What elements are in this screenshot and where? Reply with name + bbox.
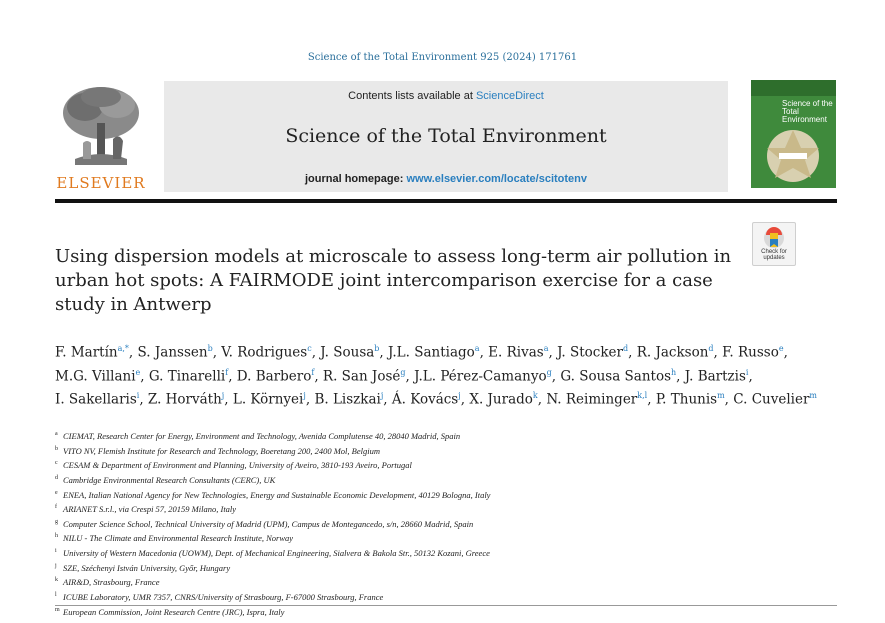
author-affiliation-mark[interactable]: k [532,391,538,400]
author-name[interactable]: N. Reiminger [546,391,638,408]
author-name[interactable]: Z. Horváth [147,391,222,408]
cover-title-line2: Total Environment [782,107,827,124]
author-name[interactable]: C. Cuvelier [733,391,810,408]
author-name[interactable]: G. Tinarelli [148,368,226,384]
affiliation-text: European Commission, Joint Research Centre (JRC), Ispra, Italy [63,606,285,617]
crossmark-line1: Check for [761,249,787,255]
sciencedirect-link[interactable]: ScienceDirect [475,90,544,102]
author-affiliation-mark[interactable]: c [307,344,312,353]
author-name[interactable]: F. Russo [722,344,779,361]
author-name[interactable]: J. Bartzis [684,368,746,384]
author-name[interactable]: D. Barbero [236,368,312,384]
author-affiliation-mark[interactable]: b [207,344,213,353]
affiliation-item [55,516,845,531]
author-affiliation-mark[interactable]: i [136,391,140,400]
journal-cover-image[interactable] [751,80,836,188]
header-divider [55,199,837,203]
author-affiliation-mark[interactable]: m [717,391,725,400]
author-name[interactable]: R. San José [322,368,401,384]
affiliation-item [55,428,845,443]
affiliation-text: VITO NV, Flemish Institute for Research and Technology, Boeretang 200, 2400 Mol, Belgium [63,445,380,456]
affiliation-item [55,487,845,502]
check-for-updates-button[interactable] [752,222,796,266]
journal-title: Science of the Total Environment [285,125,607,147]
author-affiliation-mark[interactable]: a [474,344,480,353]
author-name[interactable]: P. Thunis [655,391,718,408]
author-name[interactable]: S. Janssen [137,344,208,361]
affiliation-item [55,589,845,604]
homepage-line [164,173,728,185]
affiliation-mark: k [55,577,58,584]
author-affiliation-mark[interactable]: g [546,367,552,377]
affiliation-text: NILU - The Climate and Environmental Research Institute, Norway [63,533,294,544]
author-name[interactable]: F. Martín [55,344,118,361]
author-affiliation-mark[interactable]: d [708,344,714,353]
journal-banner [164,81,728,192]
affiliation-text: ICUBE Laboratory, UMR 7357, CNRS/University of Strasbourg, F-67000 Strasbourg, France [63,591,384,602]
author-affiliation-mark[interactable]: j [221,391,225,400]
affiliation-text: ENEA, Italian National Agency for New Technologies, Energy and Sustainable Economic Development, 40129 Bologna, Italy [63,489,491,500]
affiliation-text: AIR&D, Strasbourg, France [63,577,160,588]
affiliation-text: University of Western Macedonia (UOWM), Dept. of Mechanical Engineering, Sialvera & Bakola Str., 50132 Kozani, Greece [63,547,490,558]
author-name[interactable]: J.L. Pérez-Camanyo [414,368,547,384]
affiliation-mark: h [55,533,58,540]
crossmark-line2: updates [763,255,785,261]
author-affiliation-mark[interactable]: e [778,344,784,353]
author-list: F. Martín$^{a,*}$, S. Janssen$^b$, V. Rodrigues$^c$, J. Sousa$^b$, J.L. Santiago$^a$, E. Rivas$^a$, J. Stocker$^d$, R. Jackson$^d$, F. Russo$^e$, M.G. Villani$^e$, G. Tinarelli$^f$, D. Barbero$^f$, R. San José$^g$, J.L. Pérez-Camanyo$^g$, G. Sousa Santos$^h$, J. Bartzis$^i$, I. Sakellaris$^i$, Z. Horváth$^j$, L. Környei$^j$, B. Liszkai$^j$, Á. Kovács$^j$, X. Jurado$^k$, N. Reiminger$^{k,l}$, P. Thunis$^m$, C. Cuvelier$^m$ [55,344,818,408]
author-name[interactable]: Á. Kovács [391,391,459,408]
cover-title-line1: Science of the [782,99,833,108]
author-affiliation-mark[interactable]: g [400,367,406,377]
crossmark-label [753,249,795,261]
author-affiliation-mark[interactable]: k,l [637,391,648,400]
author-affiliation-mark[interactable]: b [374,344,380,353]
affiliation-item [55,574,845,589]
affiliation-mark: f [55,504,57,511]
affiliation-item [55,530,845,545]
affiliation-mark: d [55,474,58,481]
affiliation-text: CIEMAT, Research Center for Energy, Environment and Technology, Avenida Complutense 40, 28040 Madrid, Spain [63,430,461,441]
author-name[interactable]: V. Rodrigues [221,344,308,361]
footer-divider [55,605,837,606]
author-affiliation-mark[interactable]: f [225,367,229,377]
author-affiliation-mark[interactable]: h [671,367,677,377]
author-name[interactable]: J.L. Santiago [388,344,475,361]
homepage-prefix: journal homepage: [304,173,407,185]
author-affiliation-mark[interactable]: m [809,391,818,400]
author-name[interactable]: X. Jurado [469,391,533,408]
contents-line [164,90,728,102]
author-affiliation-mark[interactable]: f [311,367,315,377]
author-name[interactable]: L. Környei [232,391,304,408]
affiliation-mark: i [55,548,57,554]
journal-homepage-link[interactable]: www.elsevier.com/locate/scitotenv [406,173,588,185]
author-name[interactable]: E. Rivas [488,344,544,361]
affiliation-mark: m [55,606,60,613]
article-title: Using dispersion models at microscale to assess long-term air pollution in urban hot spots: A FAIRMODE joint intercomparison exercise for a case study in Antwerp [55,246,732,315]
affiliation-text: Computer Science School, Technical University of Madrid (UPM), Campus de Montegancedo, s/n, 28660 Madrid, Spain [63,518,474,529]
author-affiliation-mark[interactable]: j [458,391,461,400]
author-affiliation-mark[interactable]: a,* [117,344,129,353]
author-affiliation-mark[interactable]: i [745,367,749,377]
contents-prefix: Contents lists available at [348,90,476,102]
affiliation-mark: e [55,489,58,496]
elsevier-wordmark: ELSEVIER [56,174,146,192]
affiliation-mark: b [55,445,58,452]
author-affiliation-mark[interactable]: d [623,344,629,353]
affiliation-mark: a [55,431,58,437]
crossmark-icon [753,225,795,251]
journal-citation[interactable]: Science of the Total Environment 925 (2024) 171761 [307,52,578,63]
affiliation-item [55,443,845,458]
author-affiliation-mark[interactable]: j [303,391,306,400]
affiliation-item [55,545,845,560]
affiliation-mark: l [55,591,57,598]
affiliation-text: ARIANET S.r.l., via Crespi 57, 20159 Milano, Italy [63,503,237,514]
author-name[interactable]: B. Liszkai [314,391,381,408]
author-name[interactable]: G. Sousa Santos [560,368,672,384]
author-name[interactable]: I. Sakellaris [55,391,137,408]
author-affiliation-mark[interactable]: a [543,344,549,353]
affiliation-item [55,472,845,487]
author-name[interactable]: M.G. Villani [55,368,136,384]
affiliation-mark: j [55,562,57,569]
affiliation-text: CESAM & Department of Environment and Planning, University of Aveiro, 3810-193 Aveiro, Portugal [63,460,412,471]
affiliation-text: SZE, Széchenyi István University, Győr, Hungary [63,562,231,573]
cover-title [782,100,836,124]
affiliation-item [55,457,845,472]
author-affiliation-mark[interactable]: j [380,391,384,400]
affiliation-item [55,560,845,575]
affiliations-list [55,428,845,618]
author-name[interactable]: R. Jackson [636,344,709,361]
affiliation-mark: g [55,518,58,525]
author-affiliation-mark[interactable]: e [135,367,141,377]
author-name[interactable]: J. Sousa [320,344,375,361]
author-name[interactable]: J. Stocker [557,344,623,361]
affiliation-mark: c [55,460,58,467]
affiliation-item [55,501,845,516]
affiliation-text: Cambridge Environmental Research Consultants (CERC), UK [63,474,276,485]
